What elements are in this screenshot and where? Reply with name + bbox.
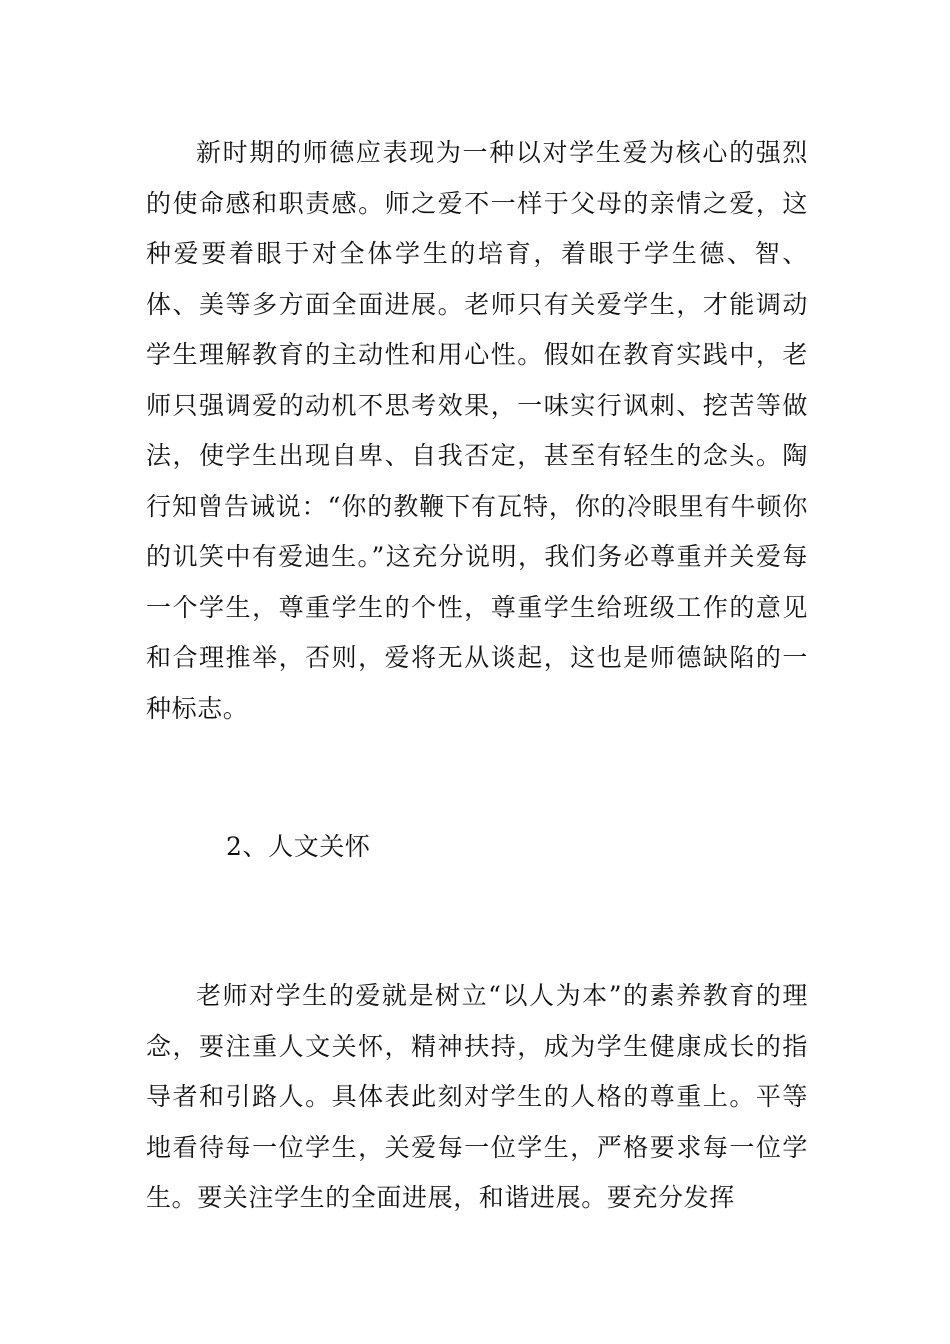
section-heading: 2、人文关怀: [226, 832, 371, 861]
body-paragraph: 老师对学生的爱就是树立“以人为本”的素养教育的理念，要注重人文关怀，精神扶持，成为学生健康成长的指导者和引路人。具体表此刻对学生的人格的尊重上。平等地看待每一位学生，关爱每一位学生，严格要求每一位学生。要关注学生的全面进展，和谐进展。要充分发挥: [146, 981, 808, 1212]
body-paragraph: 新时期的师德应表现为一种以对学生爱为核心的强烈的使命感和职责感。师之爱不一样于父母的亲情之爱，这种爱要着眼于对全体学生的培育，着眼于学生德、智、体、美等多方面全面进展。老师只有关爱学生，才能调动学生理解教育的主动性和用心性。假如在教育实践中，老师只强调爱的动机不思考效果，一味实行讽刺、挖苦等做法，使学生出现自卑、自我否定，甚至有轻生的念头。陶行知曾告诫说：“你的教鞭下有瓦特，你的冷眼里有牛顿你的讥笑中有爱迪生。”这充分说明，我们务必尊重并关爱每一个学生，尊重学生的个性，尊重学生给班级工作的意见和合理推举，否则，爱将无从谈起，这也是师德缺陷的一种标志。: [146, 138, 808, 723]
